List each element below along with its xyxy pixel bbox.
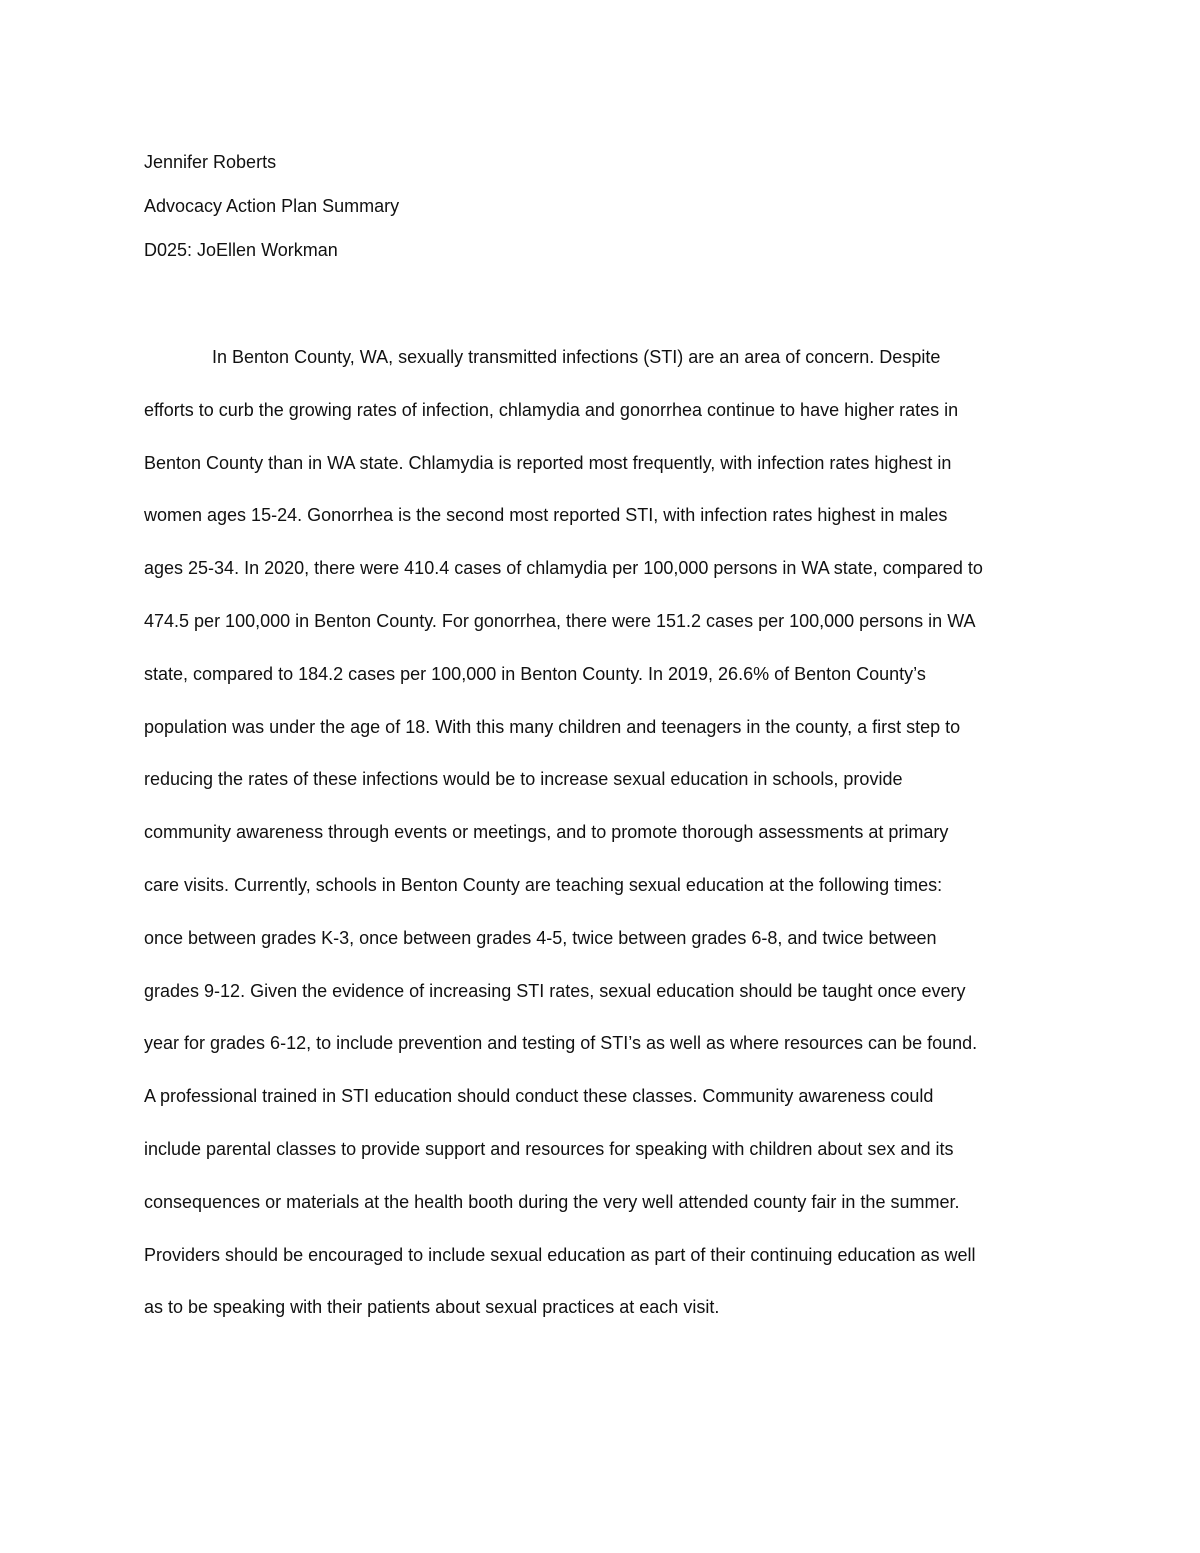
paragraph-line: In Benton County, WA, sexually transmitted infections (STI) are an area of concern. Despite xyxy=(212,347,941,367)
author-name: Jennifer Roberts xyxy=(144,152,277,172)
paragraph-line: Benton County than in WA state. Chlamydia is reported most frequently, with infection rates highest in xyxy=(144,452,952,473)
paragraph-line: A professional trained in STI education should conduct these classes. Community awareness could xyxy=(144,1086,934,1107)
document-title: Advocacy Action Plan Summary xyxy=(144,196,400,216)
paragraph-line: care visits. Currently, schools in Benton County are teaching sexual education at the following times: xyxy=(144,874,943,895)
paragraph-line: reducing the rates of these infections would be to increase sexual education in schools, provide xyxy=(144,769,903,790)
paragraph-line: grades 9-12. Given the evidence of increasing STI rates, sexual education should be taught once every xyxy=(144,980,966,1001)
body-paragraph xyxy=(144,339,1064,1342)
paragraph-line: year for grades 6-12, to include prevention and testing of STI’s as well as where resources can be found. xyxy=(144,1033,978,1054)
paragraph-line: as to be speaking with their patients about sexual practices at each visit. xyxy=(144,1297,720,1318)
course-instructor: D025: JoEllen Workman xyxy=(144,240,338,260)
paragraph-line: ages 25-34. In 2020, there were 410.4 cases of chlamydia per 100,000 persons in WA state, compared to xyxy=(144,558,983,579)
paragraph-line: include parental classes to provide support and resources for speaking with children about sex and its xyxy=(144,1138,954,1159)
paragraph-line: population was under the age of 18. With this many children and teenagers in the county, a first step to xyxy=(144,716,961,737)
document-header xyxy=(144,140,1064,272)
paragraph-line: once between grades K-3, once between grades 4-5, twice between grades 6-8, and twice between xyxy=(144,927,937,948)
paragraph-line: state, compared to 184.2 cases per 100,000 in Benton County. In 2019, 26.6% of Benton County’s xyxy=(144,663,926,684)
paragraph-line: efforts to curb the growing rates of infection, chlamydia and gonorrhea continue to have higher rates in xyxy=(144,399,959,420)
paragraph-line: women ages 15-24. Gonorrhea is the second most reported STI, with infection rates highest in males xyxy=(144,505,948,526)
paragraph-line: consequences or materials at the health booth during the very well attended county fair in the summer. xyxy=(144,1191,960,1212)
paragraph-line: 474.5 per 100,000 in Benton County. For gonorrhea, there were 151.2 cases per 100,000 persons in WA xyxy=(144,610,976,631)
paragraph-line: Providers should be encouraged to include sexual education as part of their continuing education as well xyxy=(144,1244,976,1265)
paragraph-line: community awareness through events or meetings, and to promote thorough assessments at primary xyxy=(144,822,949,843)
